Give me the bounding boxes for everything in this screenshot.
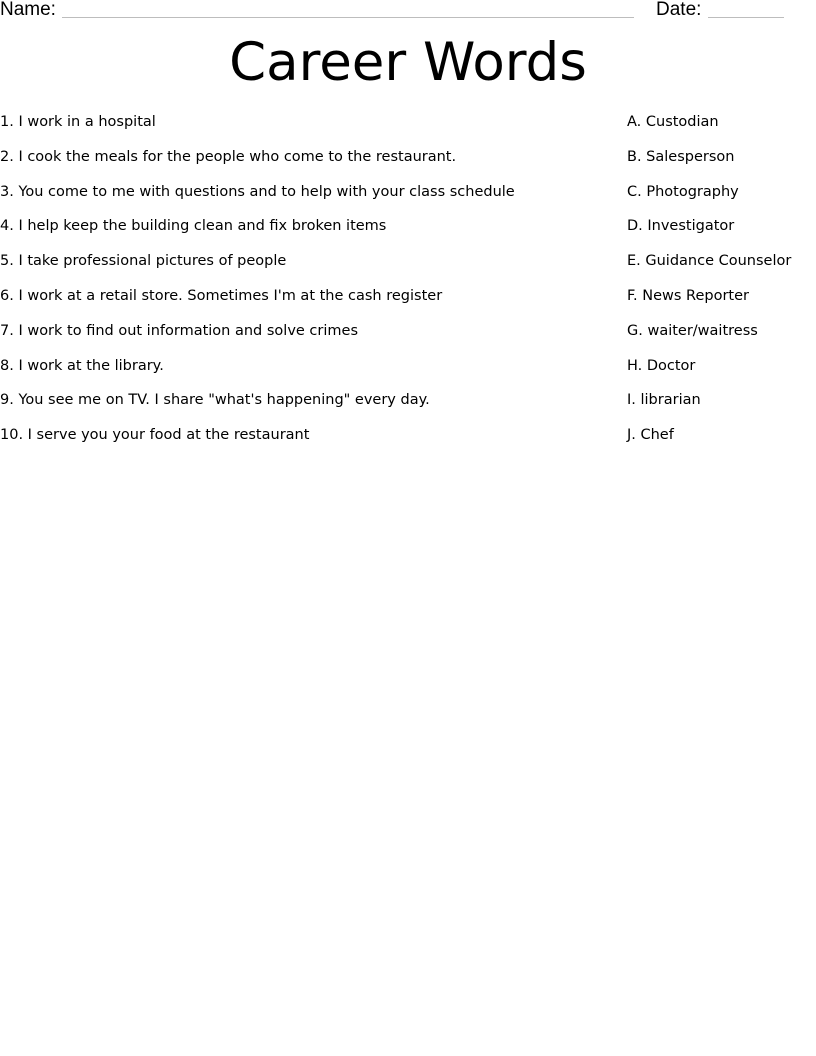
answer-item: G. waiter/waitress xyxy=(627,322,758,339)
clue-list xyxy=(0,112,600,460)
date-blank-line xyxy=(708,17,784,18)
answer-item: C. Photography xyxy=(627,183,739,200)
clue-item: 6. I work at a retail store. Sometimes I'm at the cash register xyxy=(0,287,443,304)
clue-item: 9. You see me on TV. I share "what's happening" every day. xyxy=(0,392,430,409)
answer-item: D. Investigator xyxy=(627,218,735,235)
answer-item: J. Chef xyxy=(627,427,674,444)
answer-item: H. Doctor xyxy=(627,357,696,374)
clue-item: 10. I serve you your food at the restaurant xyxy=(0,427,310,444)
page-title: Career Words xyxy=(229,32,587,93)
answer-item: I. librarian xyxy=(627,392,701,409)
clue-item: 5. I take professional pictures of people xyxy=(0,253,287,270)
answer-item: E. Guidance Counselor xyxy=(627,253,792,270)
answer-list xyxy=(627,112,816,460)
name-label: Name: xyxy=(0,0,56,20)
date-label: Date: xyxy=(656,0,702,20)
answer-item: A. Custodian xyxy=(627,114,719,130)
clue-item: 7. I work to find out information and solve crimes xyxy=(0,322,358,339)
clue-item: 4. I help keep the building clean and fix broken items xyxy=(0,218,387,235)
answer-item: F. News Reporter xyxy=(627,287,749,304)
clue-item: 2. I cook the meals for the people who come to the restaurant. xyxy=(0,148,457,165)
answer-item: B. Salesperson xyxy=(627,148,735,165)
clue-item: 8. I work at the library. xyxy=(0,357,164,374)
name-blank-line xyxy=(62,17,634,18)
clue-item: 3. You come to me with questions and to help with your class schedule xyxy=(0,183,515,200)
clue-item: 1. I work in a hospital xyxy=(0,114,156,130)
worksheet-header xyxy=(0,0,816,22)
